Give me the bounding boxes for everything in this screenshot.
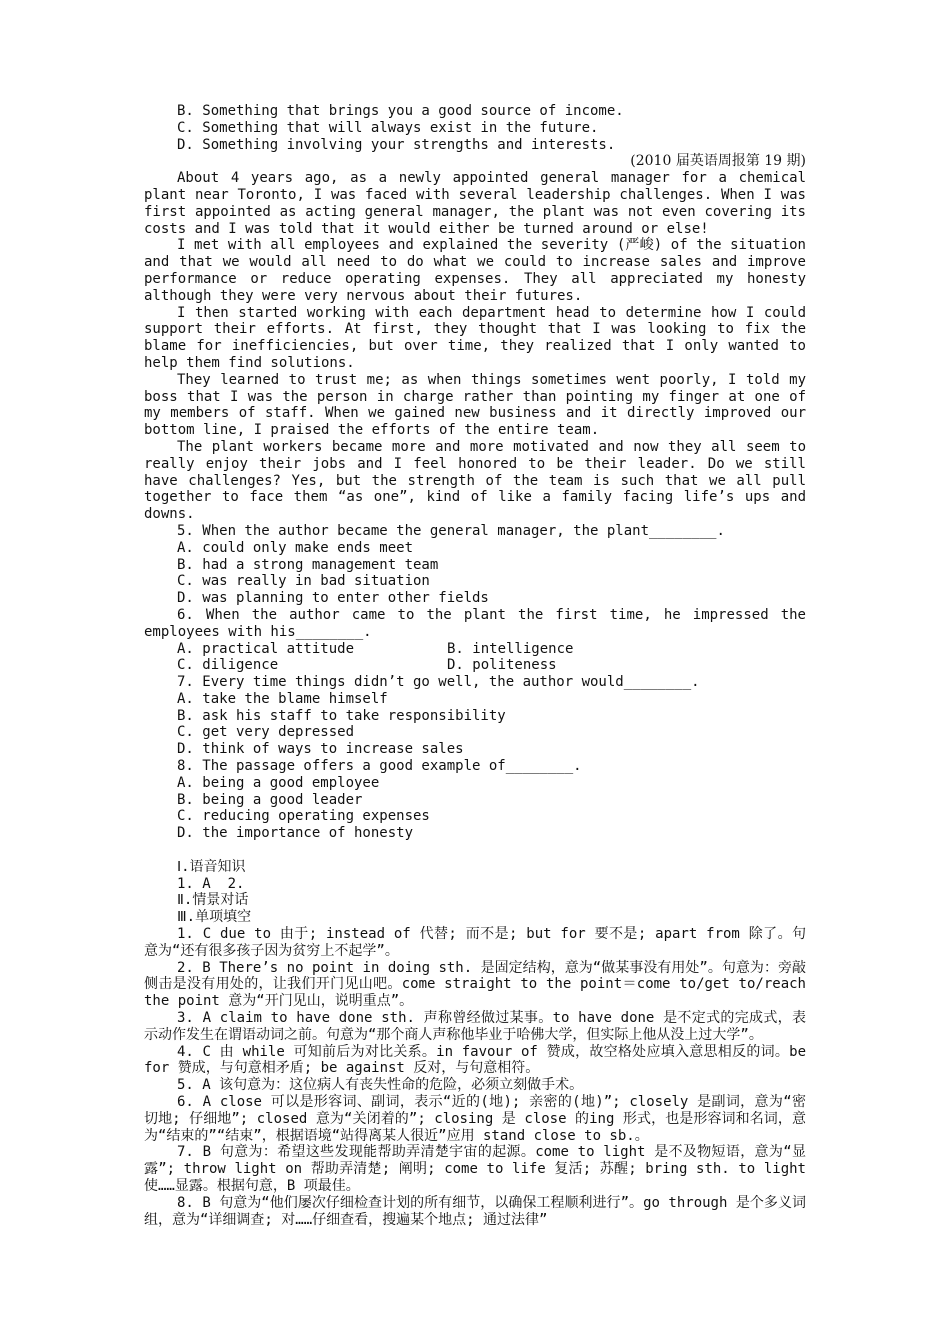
- section-heading: Ⅲ.单项填空: [177, 909, 252, 926]
- passage-paragraph: I met with all employees and explained the severity (严峻) of the situation and that we would all need to do what we could to increase sales and improve performance or reduce operating expenses. They all appreciated my honesty although they were very nervous about their futures.: [144, 237, 806, 304]
- option: A. could only make ends meet: [177, 539, 414, 556]
- option: C. reducing operating expenses: [177, 808, 430, 825]
- option: D. the importance of honesty: [177, 825, 414, 842]
- question-stem: 6. When the author came to the plant the first time, he impressed the employees with his________.: [144, 606, 806, 640]
- answer-item: 7. B 句意为：希望这些发现能帮助弄清楚宇宙的起源。come to light 是不及物短语，意为“显露”; throw light on 帮助弄清楚; 阐明; come to life 复活; 苏醒; bring sth. to light 使……显露。根据句意，B 项最佳。: [144, 1144, 806, 1194]
- answer-item: 1. C due to 由于; instead of 代替; 而不是; but for 要不是; apart from 除了。句意为“还有很多孩子因为贫穷上不起学”。: [144, 926, 806, 959]
- passage-paragraph: The plant workers became more and more motivated and now they all seem to really enjoy their jobs and I feel honored to be their leader. Do we still have challenges? Yes, but the strength of the team is such that we all pull together to face them “as one”, kind of like a family facing life’s ups and downs.: [144, 438, 806, 523]
- question-5: [144, 523, 806, 607]
- answer-item: 4. C 由 while 可知前后为对比关系。in favour of 赞成，故空格处应填入意思相反的词。be for 赞成，与句意相矛盾; be against 反对，与句意相符。: [144, 1043, 806, 1077]
- question-6: [144, 607, 806, 674]
- question-7: [144, 674, 806, 758]
- option: C. Something that will always exist in the future.: [177, 119, 599, 136]
- answer-item: 5. A 该句意为：这位病人有丧失性命的危险，必须立刻做手术。: [177, 1077, 584, 1094]
- option: B. had a strong management team: [177, 556, 439, 573]
- option: D. Something involving your strengths and interests.: [177, 136, 616, 153]
- option: D. think of ways to increase sales: [177, 741, 464, 758]
- question-8: [144, 758, 806, 842]
- answer-item: 8. B 句意为“他们屡次仔细检查计划的所有细节，以确保工程顺利进行”。go through 是个多义词组，意为“详细调查; 对……仔细查看，搜遍某个地点; 通过法律”: [144, 1194, 806, 1228]
- answer-line: 1. A 2.: [177, 875, 245, 892]
- answer-item: 3. A claim to have done sth. 声称曾经做过某事。to have done 是不定式的完成式，表示动作发生在谓语动词之前。句意为“那个商人声称他毕业于哈佛大学，但实际上他从没上过大学”。: [144, 1010, 806, 1043]
- option: B. intelligence: [447, 640, 574, 657]
- option: B. being a good leader: [177, 791, 363, 808]
- passage-paragraph: They learned to trust me; as when things sometimes went poorly, I told my boss that I was the person in charge rather than pointing my finger at one of my members of staff. When we gained new business and it directly improved our bottom line, I praised the efforts of the entire team.: [144, 371, 806, 439]
- option: C. diligence: [177, 657, 279, 674]
- passage-paragraph: About 4 years ago, as a newly appointed general manager for a chemical plant near Toronto, I was faced with several leadership challenges. When I was first appointed as acting general manager, the plant was not even covering its costs and I was told that it would either be turned around or else!: [144, 170, 806, 237]
- option: A. take the blame himself: [177, 690, 388, 707]
- option: A. practical attitude: [177, 640, 355, 657]
- section-heading: Ⅰ.语音知识: [177, 858, 246, 875]
- option: B. ask his staff to take responsibility: [177, 707, 506, 724]
- section-heading: Ⅱ.情景对话: [177, 892, 249, 909]
- option: A. being a good employee: [177, 774, 380, 791]
- answer-key: [144, 859, 806, 1229]
- answer-item: 6. A close 可以是形容词、副词，表示“近的(地); 亲密的(地)”; closely 是副词，意为“密切地; 仔细地”; closed 意为“关闭着的”; closing 是 close 的ing 形式，也是形容词和名词，意为“结束的”“结束”，根据语境“站得离某人很近”应用 stand close to sb.。: [144, 1094, 806, 1144]
- source-note: (2010 届英语周报第 19 期): [630, 153, 806, 170]
- question-stem: 7. Every time things didn’t go well, the author would________.: [177, 674, 700, 691]
- passage-paragraph: I then started working with each department head to determine how I could support their efforts. At first, they thought that I was looking to fix the blame for inefficiencies, but over time, they realized that I only wanted to help them find solutions.: [144, 304, 806, 371]
- option: D. politeness: [447, 657, 557, 674]
- question-4-options: [144, 103, 806, 153]
- reading-passage: [144, 170, 806, 523]
- option: B. Something that brings you a good source of income.: [177, 103, 624, 119]
- document-page: [144, 103, 806, 1228]
- option: D. was planning to enter other fields: [177, 590, 489, 607]
- answer-item: 2. B There’s no point in doing sth. 是固定结构，意为“做某事没有用处”。句意为：旁敲侧击是没有用处的，让我们开门见山吧。come straight to the point＝come to/get to/reach the point 意为“开门见山，说明重点”。: [144, 959, 806, 1010]
- option: C. was really in bad situation: [177, 573, 430, 590]
- option: C. get very depressed: [177, 724, 355, 741]
- question-stem: 5. When the author became the general manager, the plant________.: [177, 522, 725, 539]
- question-stem: 8. The passage offers a good example of________.: [177, 758, 582, 775]
